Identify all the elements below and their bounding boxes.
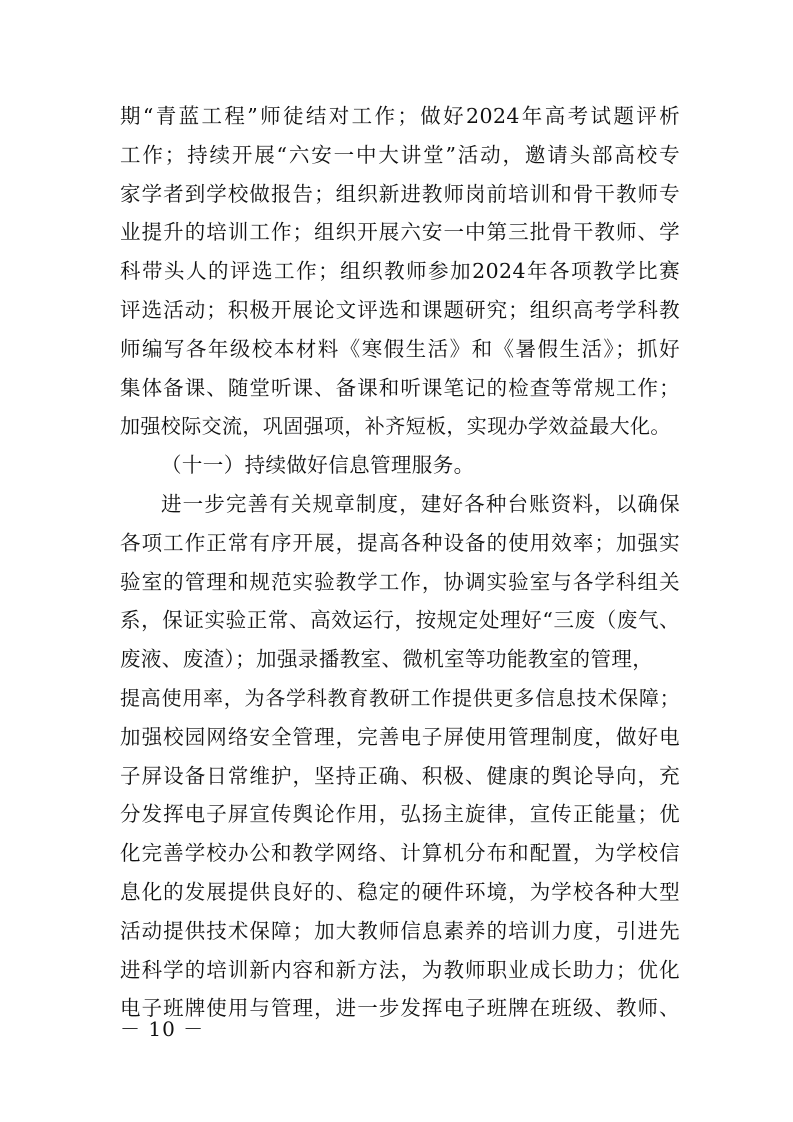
- section-heading: （十一）持续做好信息管理服务。: [161, 453, 475, 478]
- text-line: 师编写各年级校本材料《寒假生活》和《暑假生活》；抓好: [120, 336, 680, 361]
- text-line: 系，保证实验正常、高效运行，按规定处理好“三废（废气、: [120, 608, 680, 633]
- text-line: 加强校园网络安全管理，完善电子屏使用管理制度，做好电: [120, 724, 680, 749]
- text-line: 提高使用率，为各学科教育教研工作提供更多信息技术保障；: [120, 685, 680, 710]
- text-line: 业提升的培训工作；组织开展六安一中第三批骨干教师、学: [120, 220, 680, 245]
- text-line: 验室的管理和规范实验教学工作，协调实验室与各学科组关: [120, 569, 680, 594]
- text-line: 期“青蓝工程”师徒结对工作；做好2024年高考试题评析: [120, 104, 680, 128]
- page-number: － 10 －: [120, 1017, 205, 1041]
- text-line: 进一步完善有关规章制度，建好各种台账资料，以确保: [161, 491, 680, 516]
- body-text: [120, 97, 680, 1028]
- text-line: 电子班牌使用与管理，进一步发挥电子班牌在班级、教师、: [120, 996, 680, 1021]
- text-line: 废液、废渣）；加强录播教室、微机室等功能教室的管理，: [120, 647, 654, 672]
- text-line: 加强校际交流，巩固强项，补齐短板，实现办学效益最大化。: [120, 414, 671, 439]
- text-line: 各项工作正常有序开展，提高各种设备的使用效率；加强实: [120, 530, 680, 555]
- text-line: 科带头人的评选工作；组织教师参加2024年各项教学比赛: [120, 259, 680, 284]
- text-line: 活动提供技术保障；加大教师信息素养的培训力度，引进先: [120, 918, 680, 943]
- text-line: 分发挥电子屏宣传舆论作用，弘扬主旋律，宣传正能量；优: [120, 802, 680, 827]
- text-line: 集体备课、随堂听课、备课和听课笔记的检查等常规工作；: [120, 375, 680, 400]
- text-line: 化完善学校办公和教学网络、计算机分布和配置，为学校信: [120, 841, 680, 866]
- text-line: 家学者到学校做报告；组织新进教师岗前培训和骨干教师专: [120, 181, 680, 206]
- text-line: 进科学的培训新内容和新方法，为教师职业成长助力；优化: [120, 957, 680, 982]
- text-line: 评选活动；积极开展论文评选和课题研究；组织高考学科教: [120, 297, 680, 322]
- page-footer: [0, 1014, 793, 1044]
- text-line: 息化的发展提供良好的、稳定的硬件环境，为学校各种大型: [120, 879, 680, 904]
- text-line: 子屏设备日常维护，坚持正确、积极、健康的舆论导向，充: [120, 763, 680, 788]
- text-line: 工作；持续开展“六安一中大讲堂”活动，邀请头部高校专: [120, 142, 680, 167]
